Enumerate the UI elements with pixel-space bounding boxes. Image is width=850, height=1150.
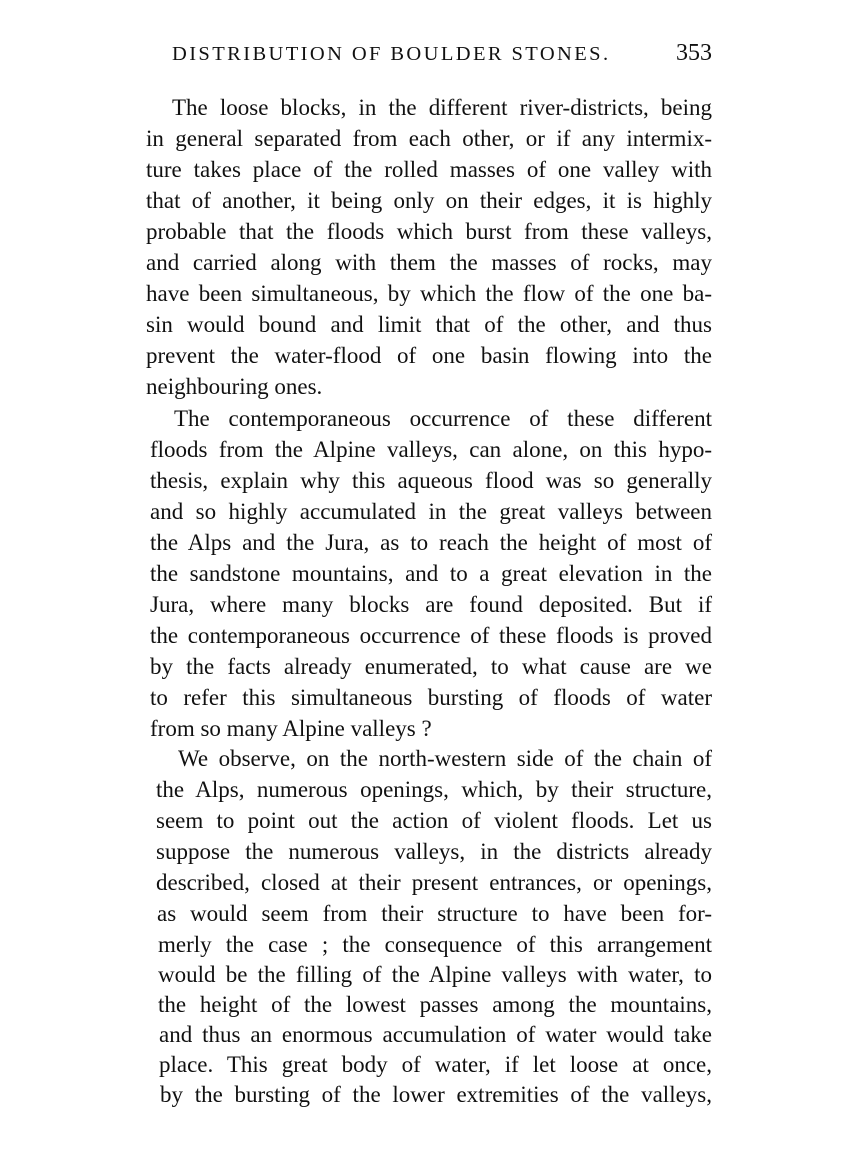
text-line: described, closed at their present entrances, or openings, <box>156 870 712 895</box>
text-line: prevent the water-flood of one basin flowing into the <box>146 343 712 368</box>
text-line: the sandstone mountains, and to a great elevation in the <box>150 561 712 586</box>
page-number: 353 <box>676 40 712 66</box>
text-line: and carried along with them the masses of rocks, may <box>146 250 712 275</box>
text-line: We observe, on the north-western side of the chain of <box>178 746 712 771</box>
text-line: merly the case ; the consequence of this arrangement <box>158 932 712 957</box>
text-line: from so many Alpine valleys ? <box>150 716 432 741</box>
text-line: ture takes place of the rolled masses of one valley with <box>146 157 712 182</box>
text-line: and so highly accumulated in the great valleys between <box>150 499 712 524</box>
text-line: the Alps and the Jura, as to reach the height of most of <box>150 530 712 555</box>
text-line: have been simultaneous, by which the flow of the one ba- <box>146 281 712 306</box>
text-line: Jura, where many blocks are found deposited. But if <box>150 592 712 617</box>
text-line: to refer this simultaneous bursting of floods of water <box>150 685 712 710</box>
text-line: probable that the floods which burst from these valleys, <box>146 219 712 244</box>
text-line: would be the filling of the Alpine valleys with water, to <box>158 962 712 987</box>
text-line: the height of the lowest passes among the mountains, <box>158 992 712 1017</box>
text-line: suppose the numerous valleys, in the districts already <box>156 839 712 864</box>
text-line: place. This great body of water, if let loose at once, <box>159 1052 712 1077</box>
text-line: as would seem from their structure to have been for- <box>157 901 712 926</box>
text-line: floods from the Alpine valleys, can alone, on this hypo- <box>150 437 712 462</box>
text-line: thesis, explain why this aqueous flood was so generally <box>150 468 712 493</box>
text-line: the Alps, numerous openings, which, by their structure, <box>156 777 712 802</box>
text-line: the contemporaneous occurrence of these floods is proved <box>150 623 712 648</box>
text-line: sin would bound and limit that of the other, and thus <box>146 312 712 337</box>
text-line: by the bursting of the lower extremities of the valleys, <box>160 1082 712 1107</box>
running-title: DISTRIBUTION OF BOULDER STONES. <box>172 43 611 65</box>
running-head <box>172 40 712 76</box>
text-line: and thus an enormous accumulation of water would take <box>159 1022 712 1047</box>
text-line: The loose blocks, in the different river-districts, being <box>172 95 712 120</box>
text-line: in general separated from each other, or if any intermix- <box>146 126 712 151</box>
text-line: that of another, it being only on their edges, it is highly <box>146 188 712 213</box>
text-line: seem to point out the action of violent floods. Let us <box>156 808 712 833</box>
text-line: by the facts already enumerated, to what cause are we <box>150 654 712 679</box>
text-line: The contemporaneous occurrence of these different <box>174 406 712 431</box>
text-line: neighbouring ones. <box>146 374 323 399</box>
